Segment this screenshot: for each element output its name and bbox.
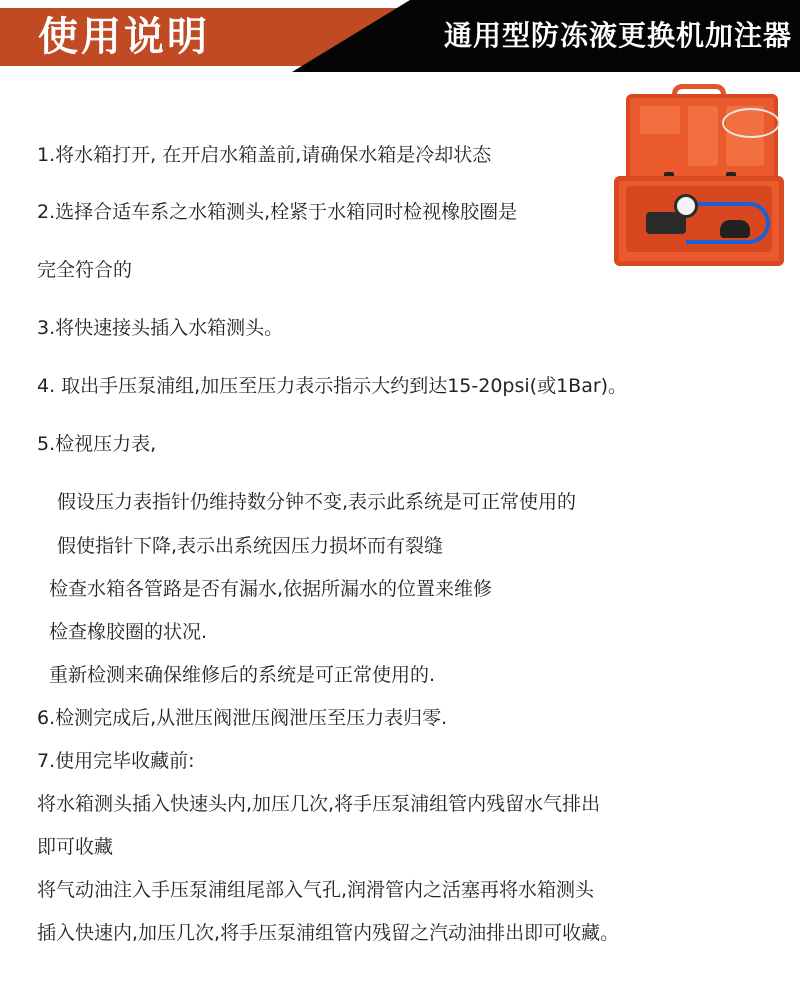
header-banner <box>0 0 800 72</box>
instruction-step-4: 4. 取出手压泵浦组,加压至压力表示指示大约到达15-20psi(或1Bar)。 <box>37 375 628 397</box>
radiator-adapter <box>720 220 750 238</box>
instruction-step-5-note: 重新检测来确保维修后的系统是可正常使用的. <box>49 664 436 686</box>
instruction-step-7-detail: 插入快速内,加压几次,将手压泵浦组管内残留之汽动油排出即可收藏。 <box>37 922 620 944</box>
instruction-step-5-note: 检查橡胶圈的状况. <box>49 621 208 643</box>
instruction-step-5: 5.检视压力表, <box>37 433 157 455</box>
instruction-step-2-cont: 完全符合的 <box>37 259 133 281</box>
clear-tube <box>722 108 780 138</box>
instruction-step-5-note: 假使指针下降,表示出系统因压力损坏而有裂缝 <box>57 535 444 557</box>
pressure-gauge-icon <box>674 194 698 218</box>
page-title: 使用说明 <box>38 14 210 60</box>
case-tray <box>626 186 772 252</box>
instruction-step-7-detail: 即可收藏 <box>37 836 114 858</box>
case-base <box>614 176 784 266</box>
instruction-step-2: 2.选择合适车系之水箱测头,栓紧于水箱同时检视橡胶圈是 <box>37 201 518 223</box>
instruction-step-7: 7.使用完毕收藏前: <box>37 750 195 772</box>
instruction-step-3: 3.将快速接头插入水箱测头。 <box>37 317 284 339</box>
instruction-step-6: 6.检测完成后,从泄压阀泄压阀泄压至压力表归零. <box>37 707 448 729</box>
instruction-step-5-note: 检查水箱各管路是否有漏水,依据所漏水的位置来维修 <box>49 578 493 600</box>
case-lid <box>626 94 778 180</box>
instruction-step-7-detail: 将水箱测头插入快速头内,加压几次,将手压泵浦组管内残留水气排出 <box>37 793 601 815</box>
product-name: 通用型防冻液更换机加注器 <box>443 19 792 52</box>
product-image <box>614 84 784 270</box>
instruction-step-5-note: 假设压力表指针仍维持数分钟不变,表示此系统是可正常使用的 <box>57 491 577 513</box>
lid-rib <box>640 106 680 134</box>
lid-rib <box>688 106 718 166</box>
instruction-step-1: 1.将水箱打开, 在开启水箱盖前,请确保水箱是冷却状态 <box>37 144 492 166</box>
instruction-step-7-detail: 将气动油注入手压泵浦组尾部入气孔,润滑管内之活塞再将水箱测头 <box>37 879 595 901</box>
